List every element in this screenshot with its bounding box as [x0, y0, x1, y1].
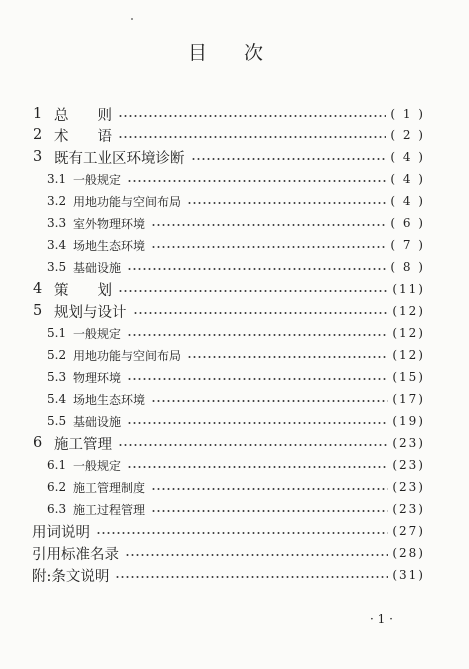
toc-entry-page: (12) — [392, 326, 425, 340]
toc-entry[interactable] — [0, 323, 469, 343]
toc-dot-leader — [127, 378, 388, 380]
toc-entry-title: 施工过程管理 — [73, 502, 146, 517]
toc-entry-title: 引用标准名录 — [32, 546, 119, 563]
toc-entry-title: 基础设施 — [73, 260, 122, 275]
toc-entry-page: (23) — [392, 502, 425, 516]
toc-dot-leader — [118, 115, 386, 117]
toc-dot-leader — [118, 290, 388, 292]
toc-dot-leader — [115, 576, 388, 578]
toc-dot-leader — [127, 268, 386, 270]
toc-entry-page: ( 4 ) — [390, 150, 425, 164]
toc-entry[interactable] — [0, 543, 469, 563]
toc-entry-number: 5.4 — [47, 392, 67, 406]
toc-entry-number: 5 — [33, 303, 43, 319]
toc-entry-title: 一般规定 — [73, 172, 122, 187]
toc-entry-title: 物理环境 — [73, 370, 122, 385]
toc-entry-page: ( 7 ) — [390, 238, 425, 252]
page-number-footer: · 1 · — [370, 612, 393, 626]
toc-entry[interactable] — [0, 411, 469, 431]
toc-entry[interactable] — [0, 433, 469, 453]
toc-dot-leader — [151, 400, 388, 402]
toc-dot-leader — [127, 466, 388, 468]
toc-entry-title: 基础设施 — [73, 414, 122, 429]
toc-entry-page: ( 8 ) — [390, 260, 425, 274]
toc-entry-number: 6.1 — [47, 458, 67, 472]
toc-entry-title: 用地功能与空间布局 — [73, 348, 182, 363]
toc-entry[interactable] — [0, 213, 469, 233]
toc-entry-number: 5.2 — [47, 348, 67, 362]
toc-entry-number: 2 — [33, 127, 43, 143]
toc-entry[interactable] — [0, 521, 469, 541]
toc-entry[interactable] — [0, 257, 469, 277]
toc-entry[interactable] — [0, 169, 469, 189]
toc-entry-number: 6 — [33, 435, 43, 451]
toc-entry-page: (12) — [392, 304, 425, 318]
toc-dot-leader — [151, 488, 388, 490]
toc-entry[interactable] — [0, 367, 469, 387]
toc-entry-number: 4 — [33, 281, 43, 297]
toc-entry[interactable] — [0, 345, 469, 365]
toc-entry-page: (11) — [392, 282, 425, 296]
toc-entry[interactable] — [0, 301, 469, 321]
toc-entry-page: ( 4 ) — [390, 172, 425, 186]
toc-dot-leader — [127, 334, 388, 336]
page-title-char-1: 目 — [188, 42, 208, 64]
toc-entry-page: (23) — [392, 436, 425, 450]
toc-dot-leader — [151, 246, 386, 248]
toc-entry[interactable] — [0, 389, 469, 409]
toc-entry-page: (31) — [392, 568, 425, 582]
toc-entry-page: ( 1 ) — [390, 107, 425, 121]
toc-entry-number: 1 — [33, 106, 43, 122]
toc-dot-leader — [118, 136, 386, 138]
toc-entry-number: 3.2 — [47, 194, 67, 208]
toc-entry[interactable] — [0, 235, 469, 255]
toc-entry-number: 3.3 — [47, 216, 67, 230]
toc-entry-number: 3 — [33, 149, 43, 165]
toc-entry-title: 施工管理制度 — [73, 480, 146, 495]
toc-entry-page: ( 2 ) — [390, 128, 425, 142]
toc-entry-number: 6.3 — [47, 502, 67, 516]
toc-entry-title: 总 则 — [54, 107, 112, 124]
toc-entry-title: 一般规定 — [73, 326, 122, 341]
toc-entry-number: 3.1 — [47, 172, 67, 186]
toc-dot-leader — [187, 356, 388, 358]
toc-entry-page: (19) — [392, 414, 425, 428]
toc-dot-leader — [125, 554, 388, 556]
toc-entry[interactable] — [0, 104, 469, 124]
scan-speck — [131, 18, 133, 20]
toc-dot-leader — [133, 312, 389, 314]
toc-entry-number: 3.5 — [47, 260, 67, 274]
toc-dot-leader — [96, 532, 388, 534]
toc-entry-title: 一般规定 — [73, 458, 122, 473]
toc-entry-number: 5.5 — [47, 414, 67, 428]
toc-entry-number: 5.3 — [47, 370, 67, 384]
toc-dot-leader — [151, 224, 386, 226]
toc-entry[interactable] — [0, 455, 469, 475]
page-title-char-2: 次 — [244, 42, 264, 64]
toc-dot-leader — [127, 180, 386, 182]
toc-entry[interactable] — [0, 191, 469, 211]
toc-entry-number: 3.4 — [47, 238, 67, 252]
toc-entry[interactable] — [0, 499, 469, 519]
toc-entry-number: 5.1 — [47, 326, 67, 340]
toc-entry-page: (15) — [392, 370, 425, 384]
toc-entry-page: ( 4 ) — [390, 194, 425, 208]
toc-dot-leader — [151, 510, 388, 512]
toc-entry[interactable] — [0, 565, 469, 585]
toc-entry-title: 术 语 — [54, 128, 112, 145]
toc-entry-page: (17) — [392, 392, 425, 406]
toc-entry-title: 附:条文说明 — [32, 568, 110, 585]
toc-entry[interactable] — [0, 279, 469, 299]
toc-dot-leader — [118, 444, 388, 446]
toc-entry-title: 既有工业区环境诊断 — [54, 150, 185, 167]
toc-entry-page: (23) — [392, 458, 425, 472]
toc-entry-title: 规划与设计 — [54, 304, 127, 321]
toc-entry-title: 施工管理 — [54, 436, 112, 453]
toc-entry-title: 室外物理环境 — [73, 216, 146, 231]
toc-dot-leader — [187, 202, 386, 204]
toc-entry-page: (23) — [392, 480, 425, 494]
toc-entry-title: 用词说明 — [32, 524, 90, 541]
toc-entry-title: 用地功能与空间布局 — [73, 194, 182, 209]
toc-entry-title: 场地生态环境 — [73, 392, 146, 407]
toc-entry[interactable] — [0, 125, 469, 145]
toc-entry-title: 策 划 — [54, 282, 112, 299]
toc-entry-title: 场地生态环境 — [73, 238, 146, 253]
toc-dot-leader — [191, 158, 387, 160]
toc-entry-number: 6.2 — [47, 480, 67, 494]
toc-entry-page: (28) — [392, 546, 425, 560]
toc-entry-page: (27) — [392, 524, 425, 538]
toc-entry[interactable] — [0, 477, 469, 497]
toc-entry-page: (12) — [392, 348, 425, 362]
toc-entry-page: ( 6 ) — [390, 216, 425, 230]
toc-dot-leader — [127, 422, 388, 424]
toc-entry[interactable] — [0, 147, 469, 167]
